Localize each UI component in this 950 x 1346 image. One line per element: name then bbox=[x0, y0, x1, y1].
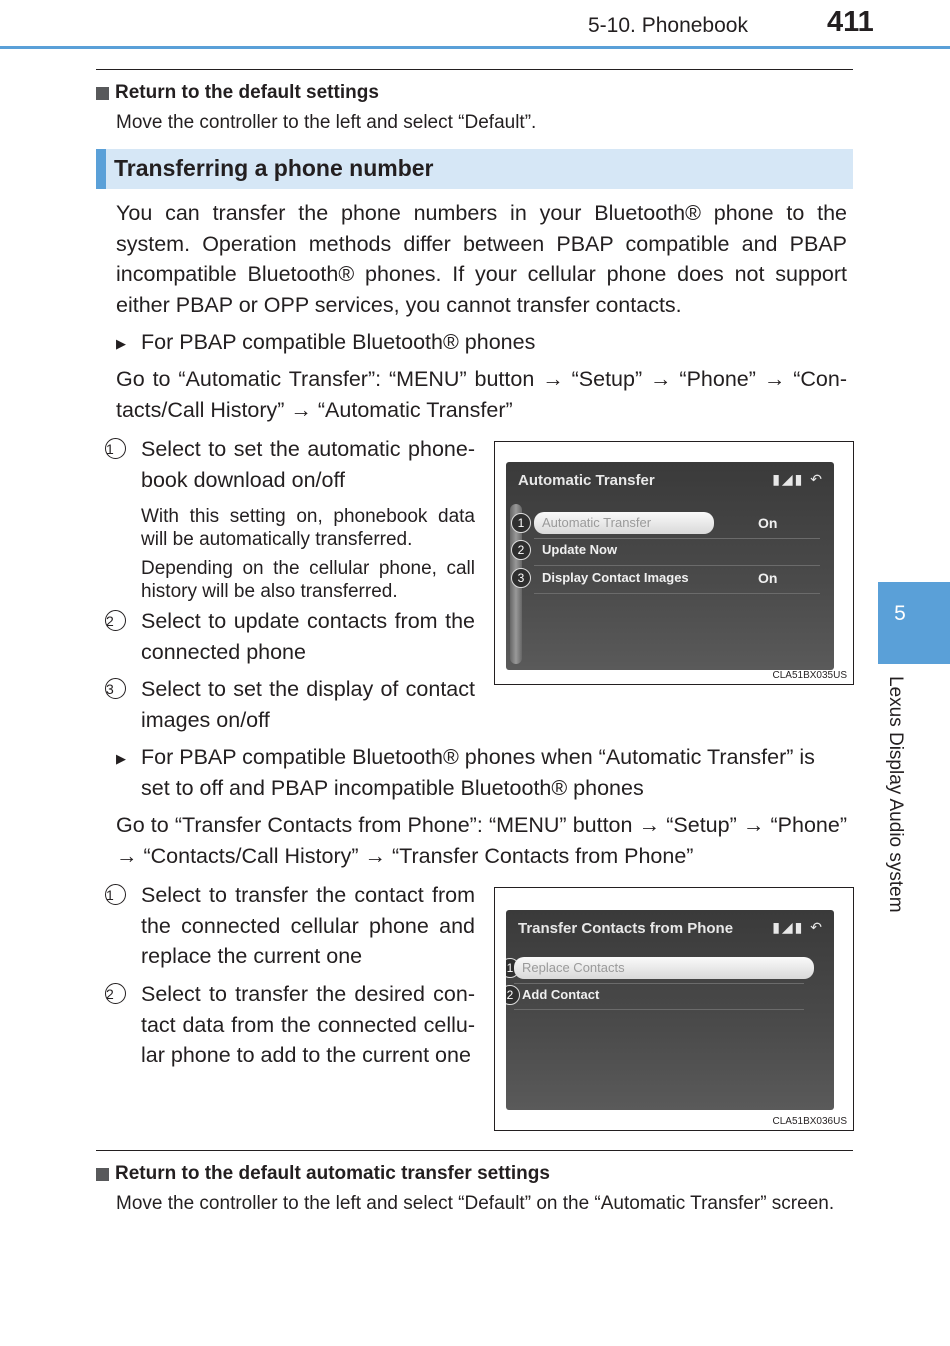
chapter-label: Lexus Display Audio system bbox=[885, 676, 906, 913]
chapter-number: 5 bbox=[894, 602, 906, 625]
figure-code: CLA51BX035US bbox=[772, 670, 847, 681]
section-band-accent bbox=[96, 149, 106, 189]
top-note-heading bbox=[96, 82, 379, 104]
display-screen bbox=[506, 910, 834, 1110]
list-item-text: Select to set the automatic phone-book download on/off bbox=[141, 437, 475, 492]
sub-note: Depending on the cellular phone, call history will be also transferred. bbox=[141, 558, 475, 602]
display-screen bbox=[506, 462, 834, 670]
square-bullet-icon bbox=[96, 87, 109, 100]
list-item bbox=[105, 606, 475, 667]
page-number: 411 bbox=[827, 6, 874, 38]
automatic-transfer-value: On bbox=[758, 515, 778, 531]
replace-contacts-row: Replace Contacts bbox=[514, 957, 814, 979]
automatic-transfer-screenshot bbox=[494, 441, 854, 685]
callout-1-icon: 1 bbox=[506, 958, 520, 978]
list-item bbox=[105, 674, 475, 735]
top-note-title: Return to the default settings bbox=[115, 82, 379, 103]
list-item-text: Select to set the display of contact images on/off bbox=[141, 677, 475, 732]
status-icons: ▮◢▮ ↶ bbox=[772, 919, 824, 935]
top-note-text: Move the controller to the left and select “Default”. bbox=[116, 112, 537, 133]
list-item-text: Select to transfer the contact from the connected cellular phone and replace the current one bbox=[141, 883, 475, 968]
list-item-text: Select to transfer the desired con-tact data from the connected cellu-lar phone to add to the current one bbox=[141, 982, 475, 1067]
list-item bbox=[105, 880, 475, 972]
non-pbap-heading-text: For PBAP compatible Bluetooth® phones when “Automatic Transfer” is set to off and PBAP incompatible Bluetooth® phones bbox=[141, 745, 815, 800]
section-intro: You can transfer the phone numbers in your Bluetooth® phone to the system. Operation methods differ between PBAP compatible and PBAP incompatible Bluetooth® phones. If your cellular phone does not support either PBAP or OPP services, you cannot transfer contacts. bbox=[116, 201, 847, 317]
number-2-icon: 2 bbox=[105, 983, 126, 1004]
bottom-note-title: Return to the default automatic transfer settings bbox=[115, 1163, 550, 1184]
pbap-heading bbox=[116, 327, 847, 358]
automatic-transfer-row: Automatic Transfer bbox=[534, 512, 714, 534]
add-contact-row: Add Contact bbox=[522, 987, 600, 1002]
callout-1-icon: 1 bbox=[511, 513, 531, 533]
triangle-bullet-icon: ▶ bbox=[116, 751, 126, 766]
screen-title: Transfer Contacts from Phone bbox=[518, 920, 734, 937]
display-contact-images-row: Display Contact Images bbox=[542, 570, 689, 585]
non-pbap-path: Go to “Transfer Contacts from Phone”: “MENU” button → “Setup” → “Phone” → “Contacts/Call History” → “Transfer Contacts from Phone” bbox=[116, 813, 847, 868]
number-1-icon: 1 bbox=[105, 438, 126, 459]
bottom-note-heading bbox=[96, 1163, 550, 1185]
callout-2-icon: 2 bbox=[511, 540, 531, 560]
non-pbap-heading bbox=[116, 742, 847, 803]
list-item bbox=[105, 434, 475, 495]
row-divider bbox=[534, 565, 820, 566]
number-1-icon: 1 bbox=[105, 884, 126, 905]
bottom-note-text: Move the controller to the left and select “Default” on the “Automatic Transfer” screen. bbox=[116, 1193, 835, 1214]
pbap-path: Go to “Automatic Transfer”: “MENU” button → “Setup” → “Phone” → “Con-tacts/Call History” → “Automatic Transfer” bbox=[116, 367, 847, 422]
divider bbox=[96, 1150, 853, 1151]
square-bullet-icon bbox=[96, 1168, 109, 1181]
callout-2-icon: 2 bbox=[506, 985, 520, 1005]
section-header: 5-10. Phonebook bbox=[588, 14, 748, 37]
number-3-icon: 3 bbox=[105, 678, 126, 699]
status-icons: ▮◢▮ ↶ bbox=[772, 471, 824, 487]
sub-note: With this setting on, phonebook data will be automatically transferred. bbox=[141, 506, 475, 550]
list-item bbox=[105, 979, 475, 1071]
number-2-icon: 2 bbox=[105, 610, 126, 631]
callout-3-icon: 3 bbox=[511, 568, 531, 588]
display-contact-images-value: On bbox=[758, 570, 778, 586]
triangle-bullet-icon: ▶ bbox=[116, 336, 126, 351]
screen-title: Automatic Transfer bbox=[518, 472, 655, 489]
row-divider bbox=[514, 1009, 804, 1010]
header-rule bbox=[0, 46, 950, 49]
update-now-row: Update Now bbox=[542, 542, 618, 557]
pbap-heading-text: For PBAP compatible Bluetooth® phones bbox=[141, 330, 536, 354]
divider bbox=[96, 69, 853, 70]
figure-code: CLA51BX036US bbox=[772, 1116, 847, 1127]
transfer-contacts-screenshot bbox=[494, 887, 854, 1131]
row-divider bbox=[534, 593, 820, 594]
list-item-text: Select to update contacts from the connected phone bbox=[141, 609, 475, 664]
section-title: Transferring a phone number bbox=[114, 155, 434, 181]
